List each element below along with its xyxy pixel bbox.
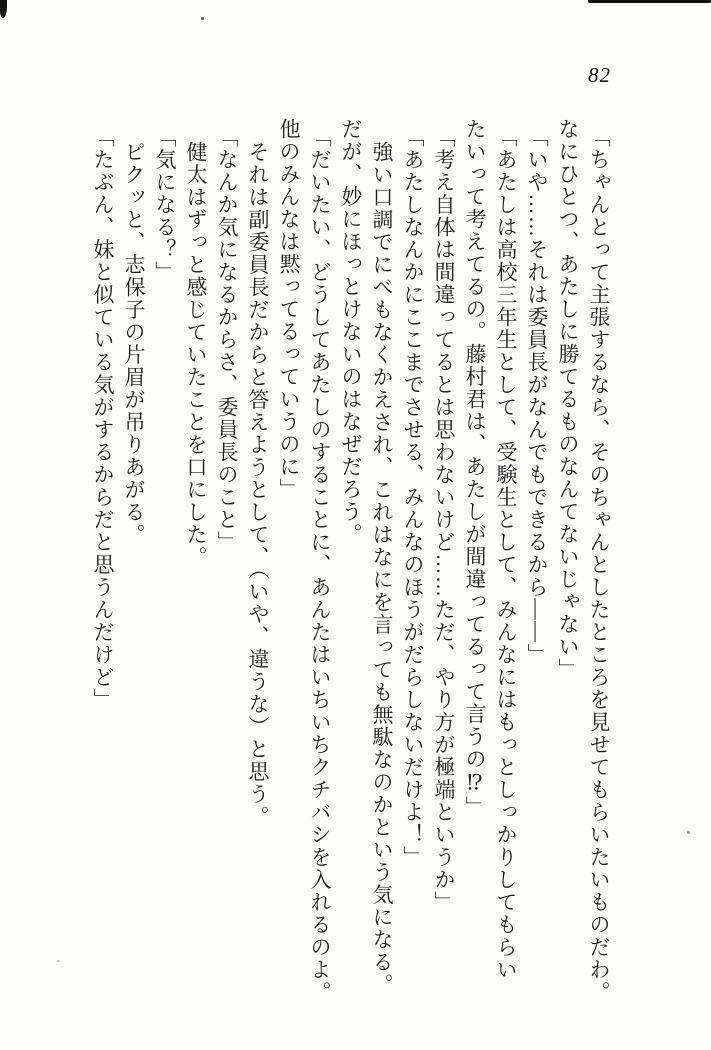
scan-speck <box>201 17 204 20</box>
text-line: 「ちゃんとって主張するなら、そのちゃんとしたところを見せてもらいたいものだわ。 <box>587 126 611 1004</box>
text-line: 健太はずっと感じていたことを口にした。 <box>184 141 208 569</box>
text-line: 他のみんなは黙ってるっていうのに」 <box>277 118 301 501</box>
text-line: それは副委員長だからと答えようとして、（いや、違うな）と思う。 <box>246 141 270 828</box>
vertical-text-block <box>87 118 614 1004</box>
text-line: 「だいたい、どうしてあたしのすることに、あんたはいちいちクチバシを入れるのよ。 <box>308 126 332 1004</box>
scan-artifact-top-right <box>588 0 711 3</box>
text-line: だが、妙にほっとけないのはなぜだろう。 <box>339 118 363 546</box>
text-line: 強い口調でにべもなくかえされ、これはなにを言っても無駄なのかという気になる。 <box>370 141 394 996</box>
text-line: 「あたしは高校三年生として、受験生として、みんなにはもっとしっかりしてもらい <box>494 126 518 981</box>
text-line: ピクッと、志保子の片眉が吊りあがる。 <box>122 141 146 546</box>
text-line: 「考え自体は間違ってるとは思わないけど……ただ、やり方が極端というか」 <box>432 126 456 914</box>
text-line: 「気になる？」 <box>153 126 177 284</box>
scan-speck <box>687 831 690 834</box>
scan-artifact-top-left <box>0 0 7 18</box>
scan-speck <box>57 960 60 962</box>
text-line: たいって考えてるの。藤村君は、あたしが間違ってるって言うの⁉」 <box>463 118 487 819</box>
text-line: なにひとつ、あたしに勝てるものなんてないじゃない」 <box>556 118 580 681</box>
text-line: 「たぶん、妹と似ている気がするからだと思うんだけど」 <box>91 126 115 711</box>
text-line: 「いや……それは委員長がなんでもできるから――」 <box>525 126 549 666</box>
page-number: 82 <box>588 63 611 87</box>
text-line: 「あたしなんかにここまでさせる、みんなのほうがだらしないだけよ！」 <box>401 126 425 869</box>
text-line: 「なんか気になるからさ、委員長のこと」 <box>215 126 239 554</box>
